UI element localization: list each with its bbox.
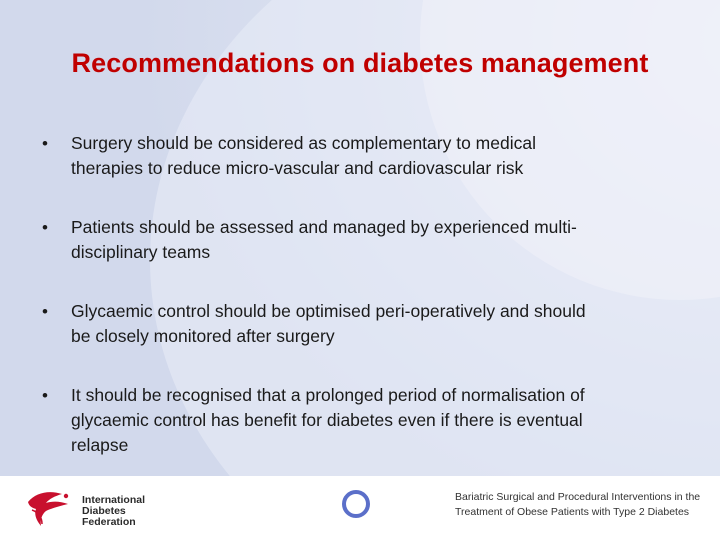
bullet-line: relapse: [71, 435, 129, 455]
bullet-line: disciplinary teams: [71, 242, 211, 262]
bullet-dot: •: [42, 302, 48, 321]
slide-title: Recommendations on diabetes management: [71, 48, 649, 78]
idf-logo-text: [82, 495, 145, 528]
caption-line: Bariatric Surgical and Procedural Interventions in the: [455, 491, 701, 503]
bullet-line: be closely monitored after surgery: [71, 326, 335, 346]
bullet-item: [42, 383, 672, 458]
idf-logo-line: International: [82, 494, 146, 506]
bullet-line: Patients should be assessed and managed by experienced multi-: [71, 217, 577, 237]
bullet-item: [42, 299, 672, 349]
idf-bird-logo-icon: [22, 484, 78, 528]
bullet-dot: •: [42, 386, 48, 405]
bullet-item: [42, 131, 672, 181]
bullet-list: [42, 131, 672, 492]
bullet-line: It should be recognised that a prolonged period of normalisation of: [71, 385, 585, 405]
blue-circle-icon: [342, 490, 370, 518]
bullet-line: therapies to reduce micro-vascular and cardiovascular risk: [71, 158, 524, 178]
caption-line: Treatment of Obese Patients with Type 2 Diabetes: [455, 506, 690, 518]
bullet-dot: •: [42, 218, 48, 237]
footer-caption: [455, 490, 715, 520]
bullet-item: [42, 215, 672, 265]
bullet-line: Glycaemic control should be optimised peri-operatively and should: [71, 301, 586, 321]
bullet-dot: •: [42, 134, 48, 153]
idf-logo-line: Federation: [82, 516, 136, 528]
idf-logo-line: Diabetes: [82, 505, 126, 517]
bullet-line: glycaemic control has benefit for diabetes even if there is eventual: [71, 410, 583, 430]
bullet-line: Surgery should be considered as complementary to medical: [71, 133, 536, 153]
